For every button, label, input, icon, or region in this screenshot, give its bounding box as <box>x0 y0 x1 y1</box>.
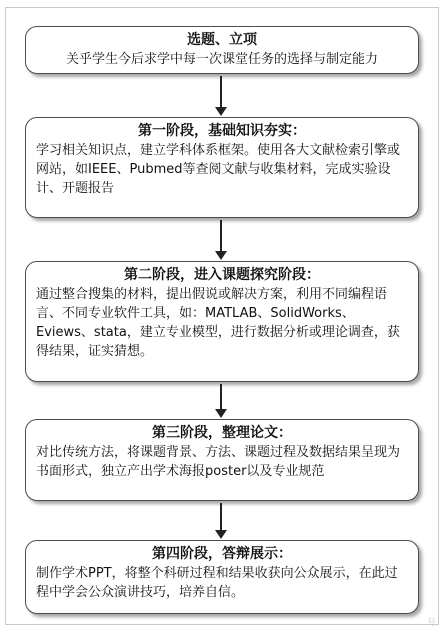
stage-four-box <box>25 540 419 614</box>
box-body: 通过整合搜集的材料，提出假说或解决方案，利用不同编程语言、不同专业软件工具，如：MATLAB、SolidWorks、Eviews、stata，建立专业模型，进行数据分析或理论调查，获得结果，证实猜想。 <box>36 287 400 359</box>
flow-arrow <box>219 384 223 418</box>
box-title: 第二阶段，进入课题探究阶段： <box>124 267 320 283</box>
flow-arrow <box>219 220 223 260</box>
flow-arrow <box>219 503 223 539</box>
box-title: 第四阶段，答辩展示： <box>152 546 292 562</box>
stage-two-box <box>25 261 419 382</box>
topic-selection-box <box>25 26 419 74</box>
box-title: 第三阶段，整理论文： <box>152 425 292 441</box>
box-body: 学习相关知识点，建立学科体系框架。使用各大文献检索引擎或网站，如IEEE、Pubmed等查阅文献与收集材料，完成实验设计、开题报告 <box>36 143 401 196</box>
stage-three-box <box>25 419 419 501</box>
box-body: 关乎学生今后求学中每一次课堂任务的选择与制定能力 <box>65 52 378 67</box>
stage-one-box <box>25 117 419 218</box>
watermark: 号 <box>426 618 436 628</box>
box-body: 制作学术PPT，将整个科研过程和结果收获向公众展示，在此过程中学会公众演讲技巧，培养自信。 <box>36 566 398 600</box>
box-body: 对比传统方法，将课题背景、方法、课题过程及数据结果呈现为书面形式，独立产出学术海报poster以及专业规范 <box>36 445 401 479</box>
flow-arrow <box>219 76 223 116</box>
box-title: 选题、立项 <box>187 32 257 48</box>
box-title: 第一阶段，基础知识夯实： <box>138 123 306 139</box>
